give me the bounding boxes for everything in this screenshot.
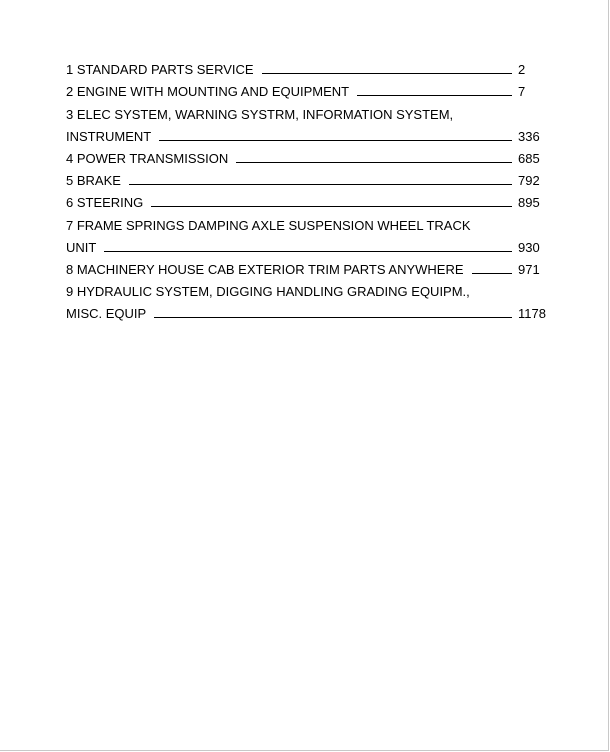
toc-leader-line <box>129 183 512 185</box>
toc-page-number: 336 <box>518 128 540 144</box>
toc-leader-line <box>236 161 512 163</box>
toc-entry-5[interactable] <box>66 167 546 189</box>
toc-entry-3[interactable] <box>66 123 546 145</box>
toc-entry-label: 2 ENGINE WITH MOUNTING AND EQUIPMENT <box>66 84 350 100</box>
toc-entry-label: 5 BRAKE <box>66 173 121 189</box>
toc-entry-2[interactable] <box>66 78 546 100</box>
toc-page-number: 685 <box>518 150 540 166</box>
toc-leader-line <box>262 72 512 74</box>
toc-entry-8[interactable] <box>66 256 546 278</box>
toc-leader-line <box>104 250 512 252</box>
table-of-contents <box>66 56 546 322</box>
toc-entry-7-heading[interactable] <box>66 211 546 233</box>
toc-entry-label: 8 MACHINERY HOUSE CAB EXTERIOR TRIM PARTS ANYWHERE <box>66 261 464 277</box>
toc-page-number: 971 <box>518 261 540 277</box>
toc-page-number: 2 <box>518 62 526 78</box>
toc-entry-label: 4 POWER TRANSMISSION <box>66 150 229 166</box>
toc-page-number: 895 <box>518 195 540 211</box>
toc-entry-label-continued: UNIT <box>66 239 97 255</box>
toc-page-number: 7 <box>518 84 526 100</box>
toc-entry-label: 3 ELEC SYSTEM, WARNING SYSTRM, INFORMATION SYSTEM, <box>66 106 454 122</box>
toc-entry-9[interactable] <box>66 300 546 322</box>
toc-entry-label: 7 FRAME SPRINGS DAMPING AXLE SUSPENSION WHEEL TRACK <box>66 217 471 233</box>
toc-entry-4[interactable] <box>66 145 546 167</box>
toc-leader-line <box>472 272 512 274</box>
toc-page-number: 1178 <box>518 306 546 322</box>
toc-entry-7[interactable] <box>66 234 546 256</box>
toc-leader-line <box>154 316 512 318</box>
toc-entry-label: 6 STEERING <box>66 195 144 211</box>
toc-leader-line <box>357 94 512 96</box>
toc-entry-label-continued: INSTRUMENT <box>66 128 152 144</box>
toc-entry-6[interactable] <box>66 189 546 211</box>
toc-entry-1[interactable] <box>66 56 546 78</box>
toc-entry-9-heading[interactable] <box>66 278 546 300</box>
toc-leader-line <box>159 139 512 141</box>
toc-page-number: 792 <box>518 173 540 189</box>
toc-entry-3-heading[interactable] <box>66 100 546 122</box>
toc-entry-label: 1 STANDARD PARTS SERVICE <box>66 62 254 78</box>
toc-entry-label-continued: MISC. EQUIP <box>66 306 147 322</box>
toc-page-number: 930 <box>518 239 540 255</box>
toc-entry-label: 9 HYDRAULIC SYSTEM, DIGGING HANDLING GRADING EQUIPM., <box>66 284 470 300</box>
toc-leader-line <box>151 205 512 207</box>
